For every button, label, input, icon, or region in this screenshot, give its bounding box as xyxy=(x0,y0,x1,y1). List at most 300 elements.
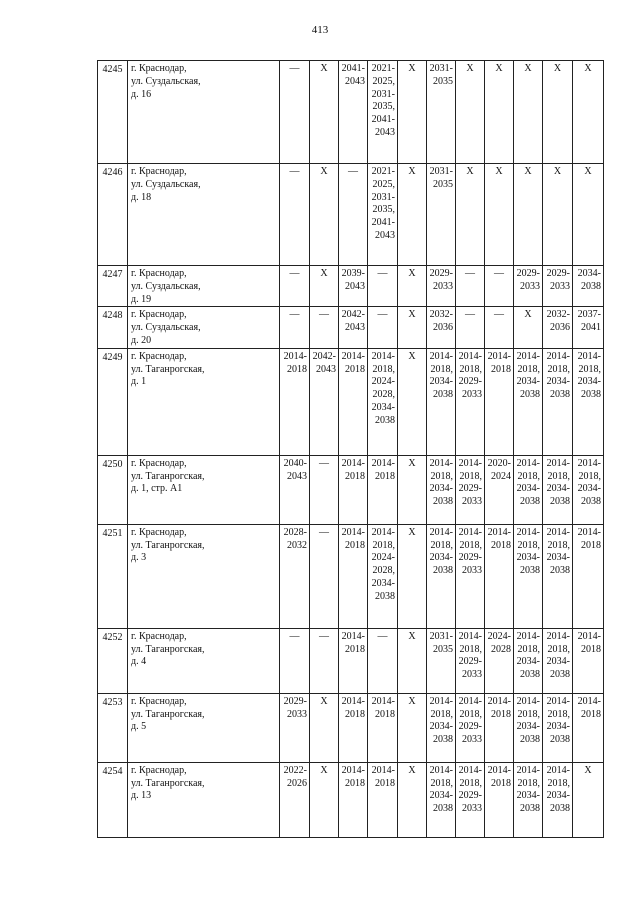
period-cell xyxy=(310,762,339,837)
period-line: 2018, xyxy=(459,363,482,375)
table-row xyxy=(98,164,604,266)
period-line: 2018, xyxy=(517,363,540,375)
period-line: 2033 xyxy=(462,496,482,508)
period-line: 2034- xyxy=(577,376,601,388)
period-line: 2014- xyxy=(516,457,540,469)
period-cell xyxy=(573,524,604,628)
period-line: 2014- xyxy=(516,695,540,707)
period-line: 2029- xyxy=(458,376,482,388)
period-cell xyxy=(310,61,339,164)
row-number: 4251 xyxy=(98,524,128,628)
period-cell xyxy=(514,693,543,762)
period-line: X xyxy=(408,166,416,177)
period-line: 2014- xyxy=(487,526,511,538)
period-line: 2014- xyxy=(516,526,540,538)
address-cell xyxy=(128,307,280,348)
period-line: 2038 xyxy=(550,669,570,681)
period-line: 2033 xyxy=(462,389,482,401)
period-cell xyxy=(427,307,456,348)
address-line: д. 19 xyxy=(131,293,152,305)
period-cell xyxy=(485,61,514,164)
period-line: 2029- xyxy=(283,695,307,707)
period-line: 2029- xyxy=(458,656,482,668)
period-line: 2024- xyxy=(487,630,511,642)
period-line: 2034- xyxy=(546,721,570,733)
period-line: 2038 xyxy=(550,496,570,508)
period-line: 2018 xyxy=(581,708,601,720)
period-line: 2014- xyxy=(371,350,395,362)
period-line: 2018 xyxy=(375,777,395,789)
period-line: 2014- xyxy=(458,526,482,538)
period-line: 2029- xyxy=(516,268,540,279)
period-line: — xyxy=(465,268,475,279)
address-line: г. Краснодар, xyxy=(131,457,187,469)
period-cell xyxy=(573,61,604,164)
period-line: 2028 xyxy=(491,643,511,655)
period-line: 2033 xyxy=(462,734,482,746)
address-cell xyxy=(128,693,280,762)
period-cell xyxy=(339,348,368,455)
address-line: ул. Таганрогская, xyxy=(131,539,205,551)
period-line: 2034- xyxy=(429,790,453,802)
period-line: 2018 xyxy=(581,539,601,551)
period-cell xyxy=(514,307,543,348)
period-line: X xyxy=(408,630,416,642)
period-line: 2043 xyxy=(375,229,395,241)
address-line: ул. Суздальская, xyxy=(131,178,201,190)
period-line: 2014- xyxy=(458,695,482,707)
period-line: 2038 xyxy=(433,565,453,577)
period-line: 2014- xyxy=(429,695,453,707)
period-line: X xyxy=(584,166,592,177)
address-line: г. Краснодар, xyxy=(131,166,187,177)
period-line: 2038 xyxy=(433,803,453,815)
period-cell xyxy=(398,524,427,628)
period-cell xyxy=(573,628,604,693)
period-cell xyxy=(339,266,368,307)
row-number: 4249 xyxy=(98,348,128,455)
period-line: 2028- xyxy=(283,526,307,538)
period-line: 2018, xyxy=(517,708,540,720)
period-cell xyxy=(310,524,339,628)
table-row xyxy=(98,693,604,762)
period-cell xyxy=(543,164,573,266)
period-line: 2014- xyxy=(341,695,365,707)
period-line: 2014- xyxy=(516,764,540,776)
period-line: X xyxy=(408,695,416,707)
period-cell xyxy=(339,164,368,266)
period-cell xyxy=(485,266,514,307)
schedule-table xyxy=(97,60,604,838)
period-line: 2014- xyxy=(341,526,365,538)
period-line: 2034- xyxy=(429,483,453,495)
page-number: 413 xyxy=(311,24,329,36)
period-line: 2014- xyxy=(341,457,365,469)
table-row xyxy=(98,524,604,628)
period-line: 2038 xyxy=(581,280,601,292)
period-line: 2026 xyxy=(287,777,307,789)
period-line: — xyxy=(494,268,504,279)
period-cell xyxy=(543,524,573,628)
period-line: X xyxy=(495,166,503,177)
period-line: 2043 xyxy=(345,280,365,292)
period-line: 2033 xyxy=(287,708,307,720)
period-cell xyxy=(339,693,368,762)
period-line: 2034- xyxy=(516,721,540,733)
period-cell xyxy=(310,164,339,266)
period-cell xyxy=(368,348,398,455)
period-line: 2024- xyxy=(371,376,395,388)
row-number: 4245 xyxy=(98,61,128,164)
period-cell xyxy=(543,266,573,307)
period-line: 2018, xyxy=(547,363,570,375)
period-cell xyxy=(456,762,485,837)
period-line: 2034- xyxy=(546,656,570,668)
period-cell xyxy=(398,307,427,348)
address-line: ул. Таганрогская, xyxy=(131,777,205,789)
period-line: 2034- xyxy=(546,552,570,564)
period-line: 2028, xyxy=(372,565,395,577)
period-line: X xyxy=(584,63,592,74)
period-line: 2018, xyxy=(547,777,570,789)
row-number: 4247 xyxy=(98,266,128,307)
period-cell xyxy=(485,762,514,837)
period-line: 2014- xyxy=(546,526,570,538)
period-cell xyxy=(339,628,368,693)
period-line: 2014- xyxy=(577,695,601,707)
period-cell xyxy=(427,348,456,455)
period-line: 2029- xyxy=(458,552,482,564)
period-cell xyxy=(573,164,604,266)
address-line: г. Краснодар, xyxy=(131,63,187,74)
period-cell xyxy=(573,348,604,455)
period-line: 2018 xyxy=(345,777,365,789)
period-line: 2037- xyxy=(577,309,601,321)
table-row xyxy=(98,307,604,348)
address-line: д. 3 xyxy=(131,552,147,564)
period-line: 2018 xyxy=(491,539,511,551)
address-cell xyxy=(128,628,280,693)
period-cell xyxy=(456,164,485,266)
period-line: 2031- xyxy=(371,88,395,100)
period-line: 2043 xyxy=(345,322,365,334)
address-line: д. 20 xyxy=(131,334,152,346)
period-cell xyxy=(543,348,573,455)
period-cell xyxy=(398,693,427,762)
period-cell xyxy=(427,628,456,693)
period-cell xyxy=(485,348,514,455)
address-line: ул. Таганрогская, xyxy=(131,363,205,375)
table-row xyxy=(98,762,604,837)
address-line: г. Краснодар, xyxy=(131,350,187,362)
period-line: 2018, xyxy=(547,708,570,720)
period-line: 2014- xyxy=(546,764,570,776)
period-line: 2042- xyxy=(341,309,365,321)
period-cell xyxy=(368,266,398,307)
period-line: X xyxy=(408,350,416,362)
period-line: — xyxy=(319,309,329,321)
period-line: 2014- xyxy=(487,350,511,362)
period-line: 2018, xyxy=(430,777,453,789)
period-line: 2014- xyxy=(341,630,365,642)
period-line: 2038 xyxy=(550,803,570,815)
period-line: 2018 xyxy=(375,470,395,482)
period-cell xyxy=(398,762,427,837)
period-cell xyxy=(485,164,514,266)
period-line: — xyxy=(289,268,300,279)
period-line: X xyxy=(408,764,416,776)
period-line: 2031- xyxy=(429,63,453,74)
period-cell xyxy=(543,455,573,524)
period-line: X xyxy=(553,63,562,74)
period-line: 2043 xyxy=(316,363,336,375)
period-line: 2014- xyxy=(577,457,601,469)
period-line: 2018 xyxy=(345,643,365,655)
row-number: 4250 xyxy=(98,455,128,524)
period-line: 2018 xyxy=(345,363,365,375)
address-cell xyxy=(128,762,280,837)
period-line: 2014- xyxy=(577,526,601,538)
period-cell xyxy=(280,164,310,266)
period-cell xyxy=(339,61,368,164)
period-line: 2018 xyxy=(581,643,601,655)
period-line: X xyxy=(408,63,416,74)
period-line: 2034- xyxy=(516,656,540,668)
period-cell xyxy=(280,524,310,628)
period-line: 2034- xyxy=(429,552,453,564)
period-line: 2018, xyxy=(547,470,570,482)
address-line: ул. Суздальская, xyxy=(131,280,201,292)
table-body xyxy=(98,61,604,838)
period-line: — xyxy=(377,309,388,321)
row-number: 4254 xyxy=(98,762,128,837)
period-cell xyxy=(514,524,543,628)
period-line: X xyxy=(584,764,592,776)
period-line: 2035, xyxy=(372,204,395,216)
period-line: 2043 xyxy=(287,470,307,482)
period-line: 2014- xyxy=(516,630,540,642)
period-line: 2014- xyxy=(429,350,453,362)
period-cell xyxy=(280,693,310,762)
period-line: X xyxy=(524,63,532,74)
period-line: — xyxy=(289,63,300,74)
address-line: д. 13 xyxy=(131,790,152,802)
period-line: 2014- xyxy=(429,526,453,538)
address-line: ул. Таганрогская, xyxy=(131,708,205,720)
period-cell xyxy=(398,266,427,307)
period-line: 2033 xyxy=(462,669,482,681)
period-line: 2014- xyxy=(487,695,511,707)
period-line: 2018, xyxy=(430,470,453,482)
period-line: 2029- xyxy=(429,268,453,279)
period-line: 2034- xyxy=(429,376,453,388)
period-cell xyxy=(368,762,398,837)
period-cell xyxy=(573,266,604,307)
address-cell xyxy=(128,266,280,307)
period-line: 2018, xyxy=(459,708,482,720)
period-cell xyxy=(339,307,368,348)
period-line: 2014- xyxy=(429,764,453,776)
period-cell xyxy=(514,455,543,524)
period-line: 2035, xyxy=(372,101,395,113)
period-line: 2034- xyxy=(516,552,540,564)
period-line: 2031- xyxy=(371,191,395,203)
period-cell xyxy=(280,266,310,307)
period-line: 2018, xyxy=(547,643,570,655)
address-line: г. Краснодар, xyxy=(131,630,187,642)
period-line: 2038 xyxy=(433,734,453,746)
period-cell xyxy=(280,307,310,348)
period-line: 2014- xyxy=(429,457,453,469)
address-line: г. Краснодар, xyxy=(131,309,187,321)
period-line: — xyxy=(494,309,504,321)
table-row xyxy=(98,628,604,693)
period-cell xyxy=(368,455,398,524)
period-line: 2034- xyxy=(516,483,540,495)
period-line: 2032- xyxy=(546,309,570,321)
period-line: 2038 xyxy=(550,734,570,746)
period-cell xyxy=(280,628,310,693)
period-cell xyxy=(280,455,310,524)
period-line: 2018 xyxy=(345,539,365,551)
period-line: 2018 xyxy=(491,363,511,375)
period-cell xyxy=(310,455,339,524)
period-cell xyxy=(485,693,514,762)
period-line: 2043 xyxy=(375,126,395,138)
table-row xyxy=(98,266,604,307)
period-line: 2041- xyxy=(371,217,395,229)
period-line: 2018, xyxy=(372,363,395,375)
period-cell xyxy=(427,524,456,628)
period-cell xyxy=(398,164,427,266)
period-line: 2036 xyxy=(550,322,570,334)
period-cell xyxy=(368,693,398,762)
period-cell xyxy=(427,61,456,164)
address-line: ул. Суздальская, xyxy=(131,75,201,87)
period-line: 2018, xyxy=(459,777,482,789)
period-cell xyxy=(427,455,456,524)
period-cell xyxy=(280,61,310,164)
period-cell xyxy=(280,762,310,837)
period-line: 2034- xyxy=(577,268,601,279)
address-line: ул. Суздальская, xyxy=(131,322,201,334)
period-cell xyxy=(514,266,543,307)
period-line: — xyxy=(348,166,358,177)
period-line: 2014- xyxy=(458,764,482,776)
period-line: 2018 xyxy=(491,708,511,720)
address-line: д. 4 xyxy=(131,656,147,668)
period-line: X xyxy=(408,526,416,538)
address-line: д. 1 xyxy=(131,376,147,388)
period-line: 2018, xyxy=(517,777,540,789)
period-line: 2014- xyxy=(577,630,601,642)
period-line: 2038 xyxy=(520,565,540,577)
period-line: 2034- xyxy=(516,376,540,388)
period-line: 2018, xyxy=(430,539,453,551)
period-line: X xyxy=(466,63,474,74)
period-cell xyxy=(573,455,604,524)
period-line: 2035 xyxy=(433,643,453,655)
period-line: 2018 xyxy=(491,777,511,789)
period-line: 2028, xyxy=(372,389,395,401)
period-line: 2038 xyxy=(550,565,570,577)
period-line: 2031- xyxy=(429,630,453,642)
row-number: 4253 xyxy=(98,693,128,762)
period-line: X xyxy=(320,268,328,279)
period-line: 2018, xyxy=(430,708,453,720)
period-line: 2014- xyxy=(546,457,570,469)
row-number: 4248 xyxy=(98,307,128,348)
period-line: 2021- xyxy=(371,63,395,74)
period-line: X xyxy=(320,764,328,776)
period-cell xyxy=(310,307,339,348)
period-line: 2014- xyxy=(371,764,395,776)
address-line: д. 5 xyxy=(131,721,147,733)
period-line: — xyxy=(377,630,388,642)
period-line: 2042- xyxy=(312,350,336,362)
period-cell xyxy=(514,628,543,693)
address-line: г. Краснодар, xyxy=(131,526,187,538)
period-cell xyxy=(543,628,573,693)
period-cell xyxy=(573,307,604,348)
period-cell xyxy=(485,455,514,524)
address-cell xyxy=(128,524,280,628)
period-line: 2025, xyxy=(372,178,395,190)
period-line: 2041- xyxy=(341,63,365,74)
table-row xyxy=(98,61,604,164)
period-line: 2041 xyxy=(581,322,601,334)
period-cell xyxy=(456,455,485,524)
period-line: X xyxy=(466,166,474,177)
period-line: 2034- xyxy=(577,483,601,495)
period-line: 2018, xyxy=(459,470,482,482)
address-line: г. Краснодар, xyxy=(131,695,187,707)
period-line: — xyxy=(319,526,329,538)
table-row xyxy=(98,348,604,455)
period-cell xyxy=(368,628,398,693)
period-line: 2014- xyxy=(546,630,570,642)
period-line: 2014- xyxy=(458,457,482,469)
period-cell xyxy=(485,307,514,348)
period-cell xyxy=(339,455,368,524)
period-line: 2034- xyxy=(429,721,453,733)
period-line: 2039- xyxy=(341,268,365,279)
address-cell xyxy=(128,164,280,266)
row-number: 4246 xyxy=(98,164,128,266)
period-line: 2038 xyxy=(520,669,540,681)
period-line: X xyxy=(320,63,328,74)
period-line: 2033 xyxy=(433,280,453,292)
period-line: 2038 xyxy=(520,803,540,815)
period-line: 2018, xyxy=(578,363,601,375)
period-line: — xyxy=(289,166,300,177)
period-line: 2014- xyxy=(371,695,395,707)
period-line: 2038 xyxy=(375,414,395,426)
period-line: 2014- xyxy=(341,764,365,776)
period-cell xyxy=(280,348,310,455)
period-line: X xyxy=(408,268,416,279)
period-line: — xyxy=(289,309,300,321)
period-line: X xyxy=(553,166,562,177)
period-line: 2038 xyxy=(550,389,570,401)
period-line: X xyxy=(495,63,503,74)
period-cell xyxy=(514,61,543,164)
period-cell xyxy=(368,164,398,266)
period-cell xyxy=(310,693,339,762)
period-line: 2018, xyxy=(459,643,482,655)
period-cell xyxy=(398,348,427,455)
period-line: — xyxy=(319,457,329,469)
